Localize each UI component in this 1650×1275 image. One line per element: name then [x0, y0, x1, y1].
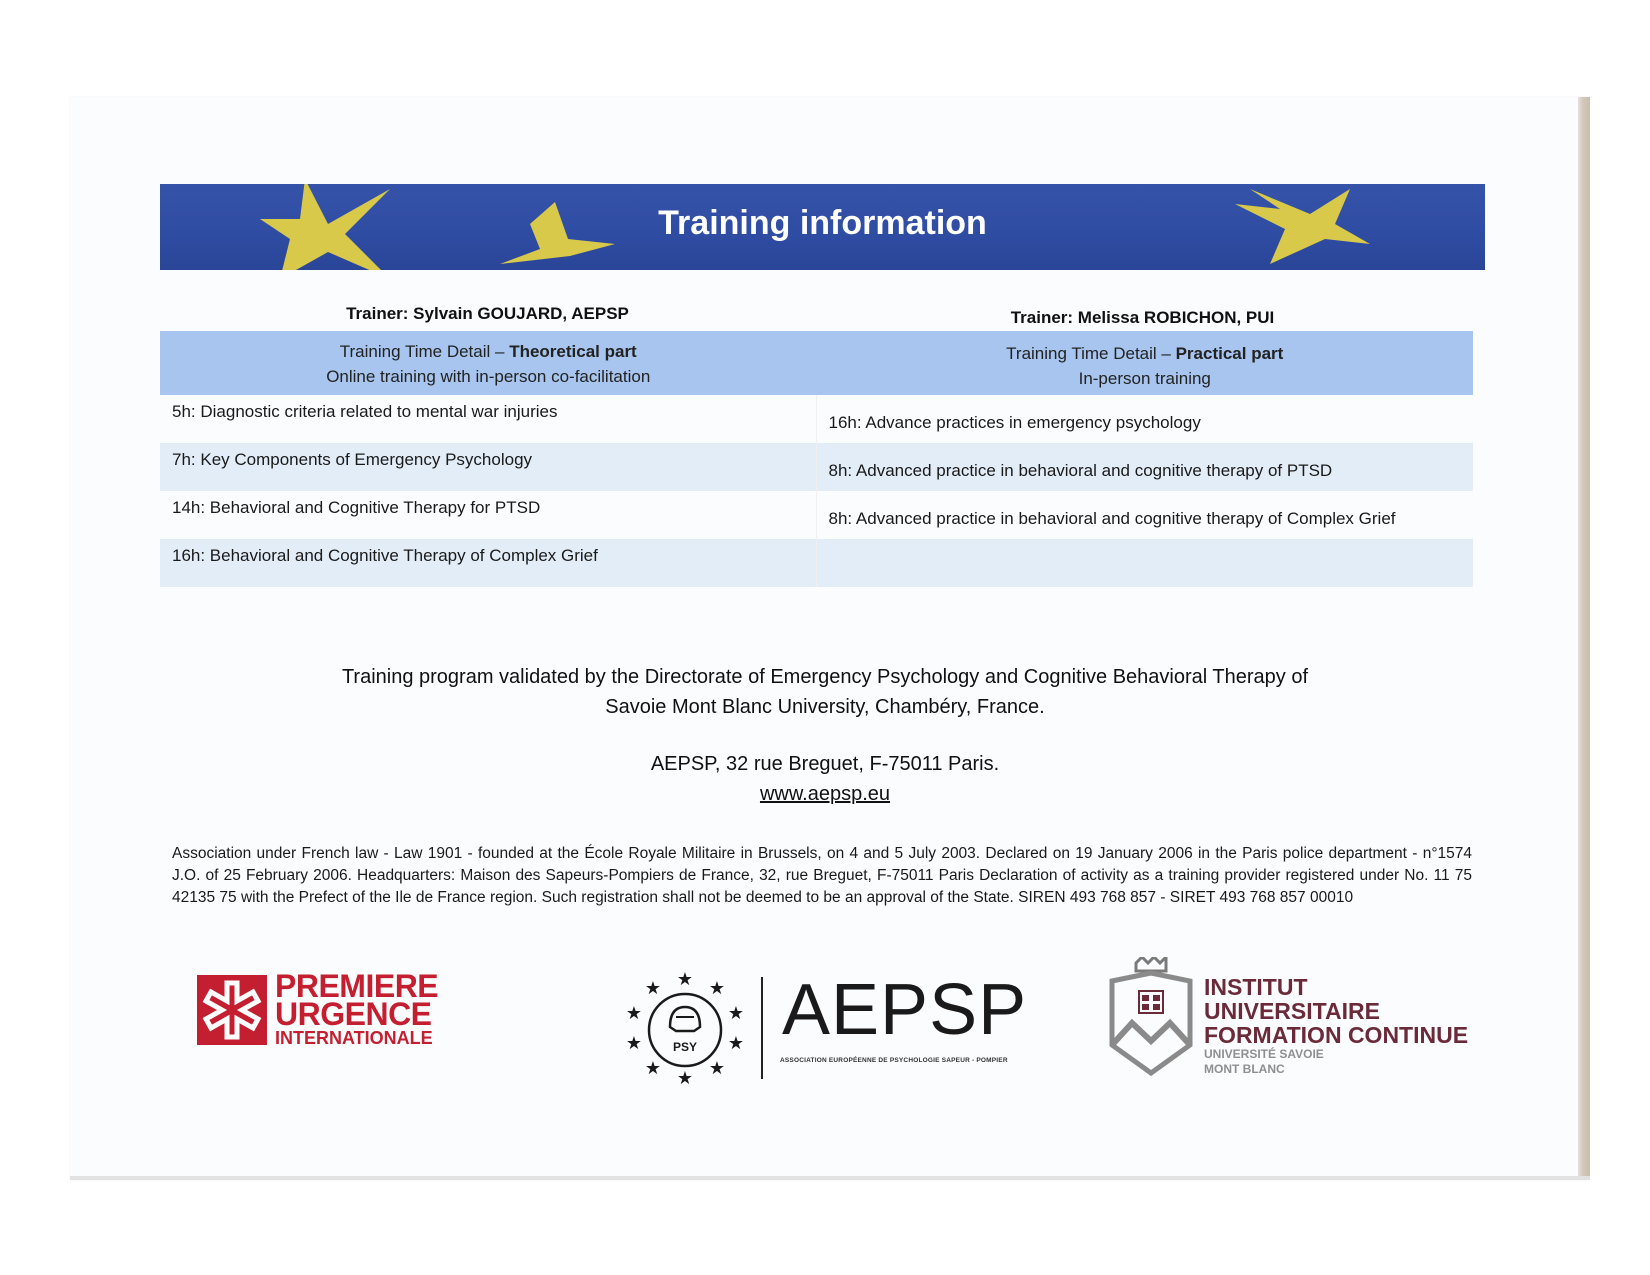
cell-practical: 8h: Advanced practice in behavioral and cognitive therapy of PTSD	[828, 461, 1333, 480]
header-strong: Theoretical part	[509, 342, 637, 361]
sheet-edge	[1578, 97, 1590, 1180]
iufc-line-1: INSTITUT	[1204, 974, 1308, 1000]
cell-practical: 16h: Advance practices in emergency psychology	[828, 413, 1201, 432]
header-prefix: Training Time Detail –	[1006, 344, 1176, 363]
svg-text:★: ★	[625, 1003, 643, 1024]
trainer-left: Trainer: Sylvain GOUJARD, AEPSP	[346, 304, 629, 323]
cell-theoretical: 14h: Behavioral and Cognitive Therapy for PTSD	[160, 491, 817, 539]
medical-star-icon	[197, 975, 267, 1045]
validation-line-1: Training program validated by the Directorate of Emergency Psychology and Cognitive Behavioral Therapy of	[341, 666, 1309, 688]
pui-wordmark	[275, 968, 439, 1048]
website-link[interactable]: www.aepsp.eu	[759, 783, 891, 805]
iufc-logo	[1106, 957, 1476, 1082]
cell-theoretical: 5h: Diagnostic criteria related to mental war injuries	[160, 395, 817, 443]
iufc-line-2: UNIVERSITAIRE	[1204, 998, 1380, 1024]
table-row	[160, 395, 1473, 443]
svg-text:★: ★	[676, 969, 694, 990]
table-header	[160, 331, 1473, 395]
pui-line-3: INTERNATIONALE	[275, 1028, 433, 1048]
header-practical	[817, 331, 1474, 395]
iufc-line-3: FORMATION CONTINUE	[1204, 1022, 1469, 1048]
aepsp-wordmark: AEPSP	[782, 970, 1028, 1050]
table-row	[160, 491, 1473, 539]
iufc-wordmark	[1204, 975, 1468, 1077]
address: AEPSP, 32 rue Breguet, F-75011 Paris.	[650, 753, 1000, 775]
header-strong: Practical part	[1175, 344, 1284, 363]
pui-line-1: PREMIERE	[275, 968, 439, 1004]
table-row	[160, 539, 1473, 587]
svg-text:★: ★	[708, 978, 726, 999]
svg-text:★: ★	[727, 1033, 745, 1054]
svg-text:★: ★	[708, 1058, 726, 1079]
pui-logo	[197, 968, 439, 1048]
training-table	[160, 331, 1473, 587]
aepsp-emblem-icon	[620, 965, 750, 1090]
title-banner	[160, 184, 1485, 270]
trainer-right: Trainer: Melissa ROBICHON, PUI	[1010, 308, 1275, 327]
cell-practical	[817, 539, 1474, 587]
header-prefix: Training Time Detail –	[339, 342, 510, 361]
university-crest-icon	[1106, 957, 1198, 1082]
page-title: Training information	[658, 204, 987, 242]
svg-text:★: ★	[676, 1068, 694, 1089]
header-theoretical	[160, 331, 817, 395]
cell-practical: 8h: Advanced practice in behavioral and cognitive therapy of Complex Grief	[828, 509, 1396, 528]
cell-theoretical: 7h: Key Components of Emergency Psychology	[160, 443, 817, 491]
iufc-sub-1: UNIVERSITÉ SAVOIE	[1204, 1047, 1324, 1061]
header-subtitle: Online training with in-person co-facilitation	[326, 367, 651, 386]
aepsp-divider	[761, 977, 763, 1079]
svg-text:★: ★	[727, 1003, 745, 1024]
legal-notice: Association under French law - Law 1901 - founded at the École Royale Militaire in Brussels, on 4 and 5 July 2003. Declared on 19 January 2006 in the Paris police department - n°1574 J.O. of 25 February 2006. Headquarters: Maison des Sapeurs-Pompiers de France, 32, rue Breguet, F-75011 Paris Declaration of activity as a training provider registered under No. 11 75 42135 75 with the Prefect of the Ile de France region. Such registration shall not be deemed to be an approval of the State. SIREN 493 768 857 - SIRET 493 768 857 00010	[172, 845, 1472, 906]
svg-text:★: ★	[644, 1058, 662, 1079]
validation-line-2: Savoie Mont Blanc University, Chambéry, France.	[605, 696, 1045, 718]
cell-theoretical: 16h: Behavioral and Cognitive Therapy of Complex Grief	[160, 539, 817, 587]
validation-statement	[160, 662, 1490, 722]
iufc-sub-2: MONT BLANC	[1204, 1062, 1285, 1076]
sheet-bottom-edge	[70, 1176, 1590, 1180]
aepsp-badge-label: PSY	[672, 1040, 698, 1054]
aepsp-subtitle: ASSOCIATION EUROPÉENNE DE PSYCHOLOGIE SAPEUR - POMPIER	[780, 1057, 1008, 1064]
table-row	[160, 443, 1473, 491]
pui-line-2: URGENCE	[275, 996, 432, 1032]
pui-cross-icon	[197, 975, 267, 1045]
header-subtitle: In-person training	[1078, 369, 1211, 388]
svg-text:★: ★	[644, 978, 662, 999]
aepsp-logo	[620, 965, 1028, 1090]
svg-text:★: ★	[625, 1033, 643, 1054]
